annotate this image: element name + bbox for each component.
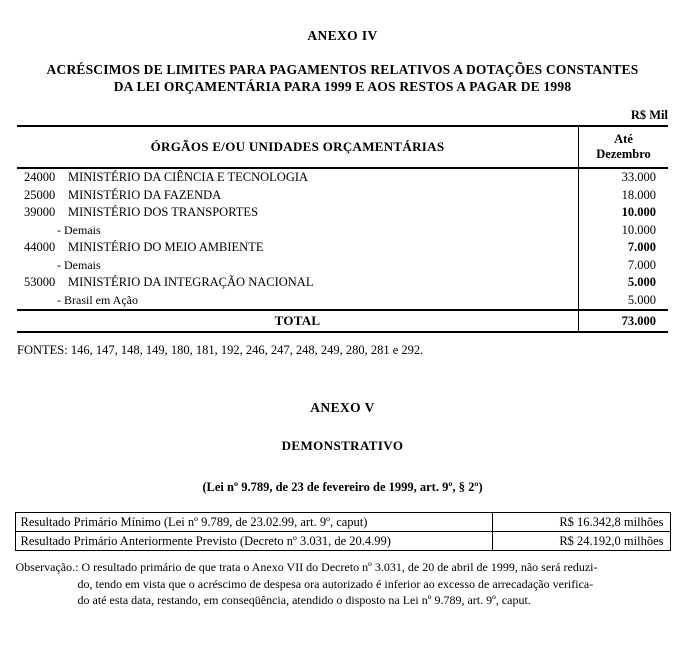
row-label: Resultado Primário Mínimo (Lei nº 9.789, de 23.02.99, art. 9º, caput): [20, 514, 368, 529]
table-row: [17, 222, 668, 240]
table-row: [17, 257, 668, 275]
row-name: - Brasil em Ação: [57, 292, 138, 307]
anexo5-heading: ANEXO V: [310, 400, 375, 415]
col-orgaos-header: ÓRGÃOS E/OU UNIDADES ORÇAMENTÁRIAS: [150, 139, 445, 154]
total-label: TOTAL: [274, 313, 321, 328]
anexo4-title-line2: DA LEI ORÇAMENTÁRIA PARA 1999 E AOS RESTOS A PAGAR DE 1998: [113, 79, 572, 94]
table-row: [17, 187, 668, 205]
table-row: [16, 513, 670, 531]
table-row: [17, 169, 668, 187]
row-name: - Demais: [57, 257, 101, 272]
row-name: MINISTÉRIO DA INTEGRAÇÃO NACIONAL: [68, 275, 314, 290]
anexo4-heading: ANEXO IV: [307, 28, 378, 43]
row-value: 5.000: [578, 292, 668, 310]
total-row: [17, 309, 668, 331]
row-name: MINISTÉRIO DA CIÊNCIA E TECNOLOGIA: [68, 170, 309, 185]
observacao-note: [16, 559, 670, 609]
row-label: Resultado Primário Anteriormente Previsto (Decreto nº 3.031, de 20.4.99): [20, 533, 391, 548]
row-code: 24000: [24, 170, 56, 185]
resultado-table: [15, 512, 671, 551]
table-row: [17, 204, 668, 222]
row-code: 53000: [24, 275, 56, 290]
row-value: 7.000: [578, 257, 668, 275]
orgaos-table-header: [17, 127, 668, 169]
orgaos-table: [17, 125, 668, 333]
observacao-line: do, tendo em vista que o acréscimo de despesa ora autorizado é inferior ao excesso de arrecadação verifica-: [77, 576, 594, 591]
table-row: [16, 531, 670, 550]
row-left: [17, 169, 578, 187]
demonstrativo-subtitle: DEMONSTRATIVO: [281, 438, 404, 453]
row-code: 44000: [24, 240, 56, 255]
row-value: 10.000: [578, 204, 668, 222]
row-name: - Demais: [57, 222, 101, 237]
col2-header-line1: Até: [614, 132, 633, 146]
anexo4-title-line1: ACRÉSCIMOS DE LIMITES PARA PAGAMENTOS RELATIVOS A DOTAÇÕES CONSTANTES: [46, 62, 639, 77]
row-left: [17, 187, 578, 205]
currency-unit-label: R$ Mil: [630, 108, 668, 122]
row-code: 25000: [24, 187, 56, 202]
row-left: [17, 257, 578, 275]
row-value: 5.000: [578, 274, 668, 292]
row-value: R$ 16.342,8 milhões: [492, 513, 670, 531]
row-left: [17, 292, 578, 310]
table-row: [17, 274, 668, 292]
row-value: 33.000: [578, 169, 668, 187]
row-left: [17, 222, 578, 240]
law-reference: (Lei nº 9.789, de 23 de fevereiro de 1999, art. 9º, § 2º): [202, 480, 483, 494]
row-name: MINISTÉRIO DO MEIO AMBIENTE: [68, 240, 264, 255]
row-value: R$ 24.192,0 milhões: [492, 532, 670, 550]
fontes-note: FONTES: 146, 147, 148, 149, 180, 181, 192, 246, 247, 248, 249, 280, 281 e 292.: [17, 343, 424, 357]
row-code: 39000: [24, 205, 56, 220]
observacao-line: do até esta data, restando, em conseqüência, atendido o disposto na Lei nº 9.789, art. 9º, caput.: [77, 593, 531, 607]
total-value: 73.000: [578, 311, 668, 331]
row-name: MINISTÉRIO DOS TRANSPORTES: [68, 205, 259, 220]
table-row: [17, 292, 668, 310]
anexo4-title: [0, 61, 685, 95]
col2-header-line2: Dezembro: [596, 147, 651, 161]
observacao-line: Observação.: O resultado primário de que trata o Anexo VII do Decreto nº 3.031, de 20 de abril de 1999, não será reduzi-: [15, 560, 598, 574]
row-value: 7.000: [578, 239, 668, 257]
row-left: [17, 204, 578, 222]
row-value: 18.000: [578, 187, 668, 205]
row-left: [17, 239, 578, 257]
row-left: [17, 274, 578, 292]
table-row: [17, 239, 668, 257]
row-name: MINISTÉRIO DA FAZENDA: [68, 187, 222, 202]
col-ate-dezembro-header: [578, 127, 668, 167]
row-value: 10.000: [578, 222, 668, 240]
